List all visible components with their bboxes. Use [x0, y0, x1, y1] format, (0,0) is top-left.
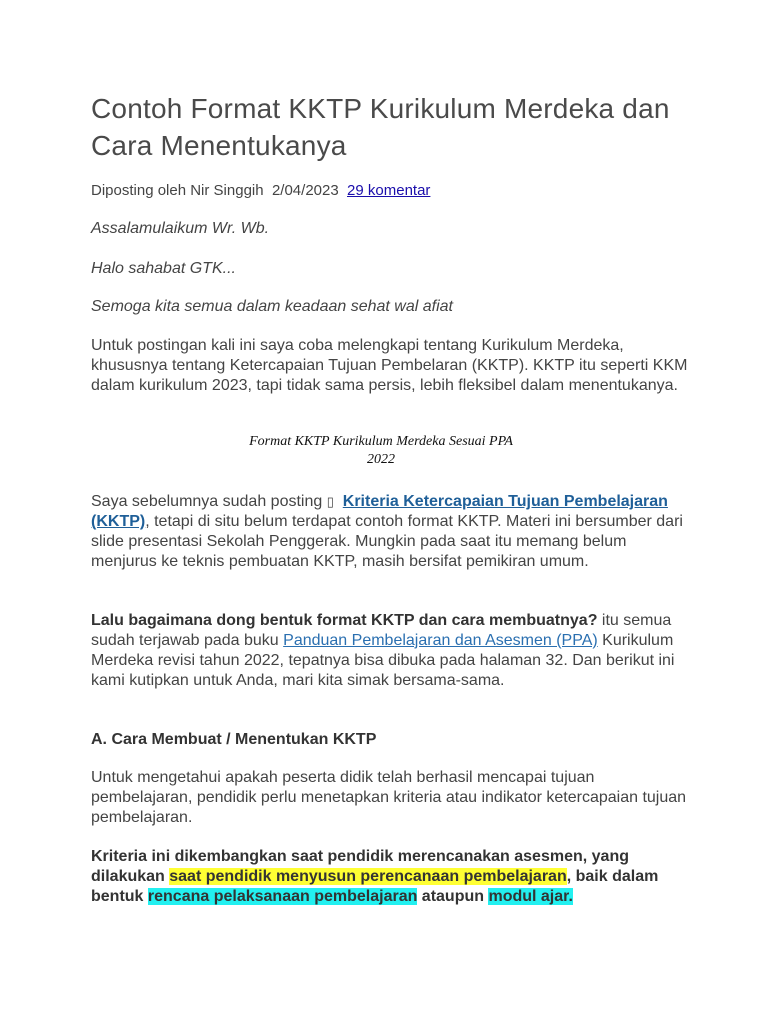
p2-text-before: Saya sebelumnya sudah posting — [91, 493, 323, 510]
p3-question: Lalu bagaimana dong bentuk format KKTP dan cara membuatnya? — [91, 612, 598, 629]
comments-link[interactable]: 29 komentar — [347, 182, 431, 199]
intro-paragraph: Untuk postingan kali ini saya coba melengkapi tentang Kurikulum Merdeka, khususnya tentang Ketercapaian Tujuan Pembelaran (KKTP). KKTP itu seperti KKM dalam kurikulum 2023, tapi tidak sama persis, lebih fleksibel dalam menentukanya. — [91, 337, 688, 394]
p5-text-1: Kriteria ini dikembangkan saat pendidik merencanakan asesmen, yang dilakukan — [91, 848, 629, 885]
paragraph-criteria: Untuk mengetahui apakah peserta didik telah berhasil mencapai tujuan pembelajaran, pendidik perlu menetapkan kriteria atau indikator ketercapaian tujuan pembelajaran. — [91, 769, 687, 826]
greeting-hello: Halo sahabat GTK... — [91, 260, 236, 277]
caption-line-1: Format KKTP Kurikulum Merdeka Sesuai PPA — [249, 434, 513, 449]
kktp-article-link[interactable]: Kriteria Ketercapaian Tujuan Pembelajaran (KKTP) — [91, 493, 668, 530]
greeting-salam: Assalamulaikum Wr. Wb. — [91, 220, 270, 237]
section-heading-a: A. Cara Membuat / Menentukan KKTP — [91, 731, 377, 748]
greeting-wish: Semoga kita semua dalam keadaan sehat wal afiat — [91, 298, 453, 315]
p5-text-3: ataupun — [417, 888, 489, 905]
highlight-cyan-text-modul: modul ajar — [488, 888, 569, 905]
box-glyph-icon: ▯ — [326, 494, 334, 509]
paragraph-highlighted — [91, 847, 691, 907]
post-title: Contoh Format KKTP Kurikulum Merdeka dan Cara Menentukanya — [91, 93, 670, 161]
p5-text-2: , baik dalam bentuk — [91, 868, 659, 905]
post-date: 2/04/2023 — [271, 182, 339, 199]
post-author: Diposting oleh Nir Singgih — [91, 182, 264, 199]
post-meta — [91, 181, 691, 201]
ppa-book-link[interactable]: Panduan Pembelajaran dan Asesmen (PPA) — [283, 632, 598, 649]
p5-text-4: . — [568, 888, 573, 905]
paragraph-previous-post — [91, 492, 691, 572]
p3-text-mid: itu semua sudah terjawab pada buku — [91, 612, 672, 649]
p2-text-after: , tetapi di situ belum terdapat contoh format KKTP. Materi ini bersumber dari slide presentasi Sekolah Penggerak. Mungkin pada saat itu memang belum menjurus ke teknis pembuatan KKTP, masih bersifat pemikiran umum. — [91, 513, 683, 570]
highlight-yellow-text: saat pendidik menyusun perencanaan pembelajaran — [169, 868, 567, 885]
highlight-cyan-text-rpp: rencana pelaksanaan pembelajaran — [147, 888, 418, 905]
caption-line-2: 2022 — [367, 452, 395, 467]
p3-text-after: Kurikulum Merdeka revisi tahun 2022, tepatnya bisa dibuka pada halaman 32. Dan berikut ini kami kutipkan untuk Anda, mari kita simak bersama-sama. — [91, 632, 675, 689]
paragraph-ppa — [91, 611, 691, 691]
image-caption — [91, 433, 671, 469]
